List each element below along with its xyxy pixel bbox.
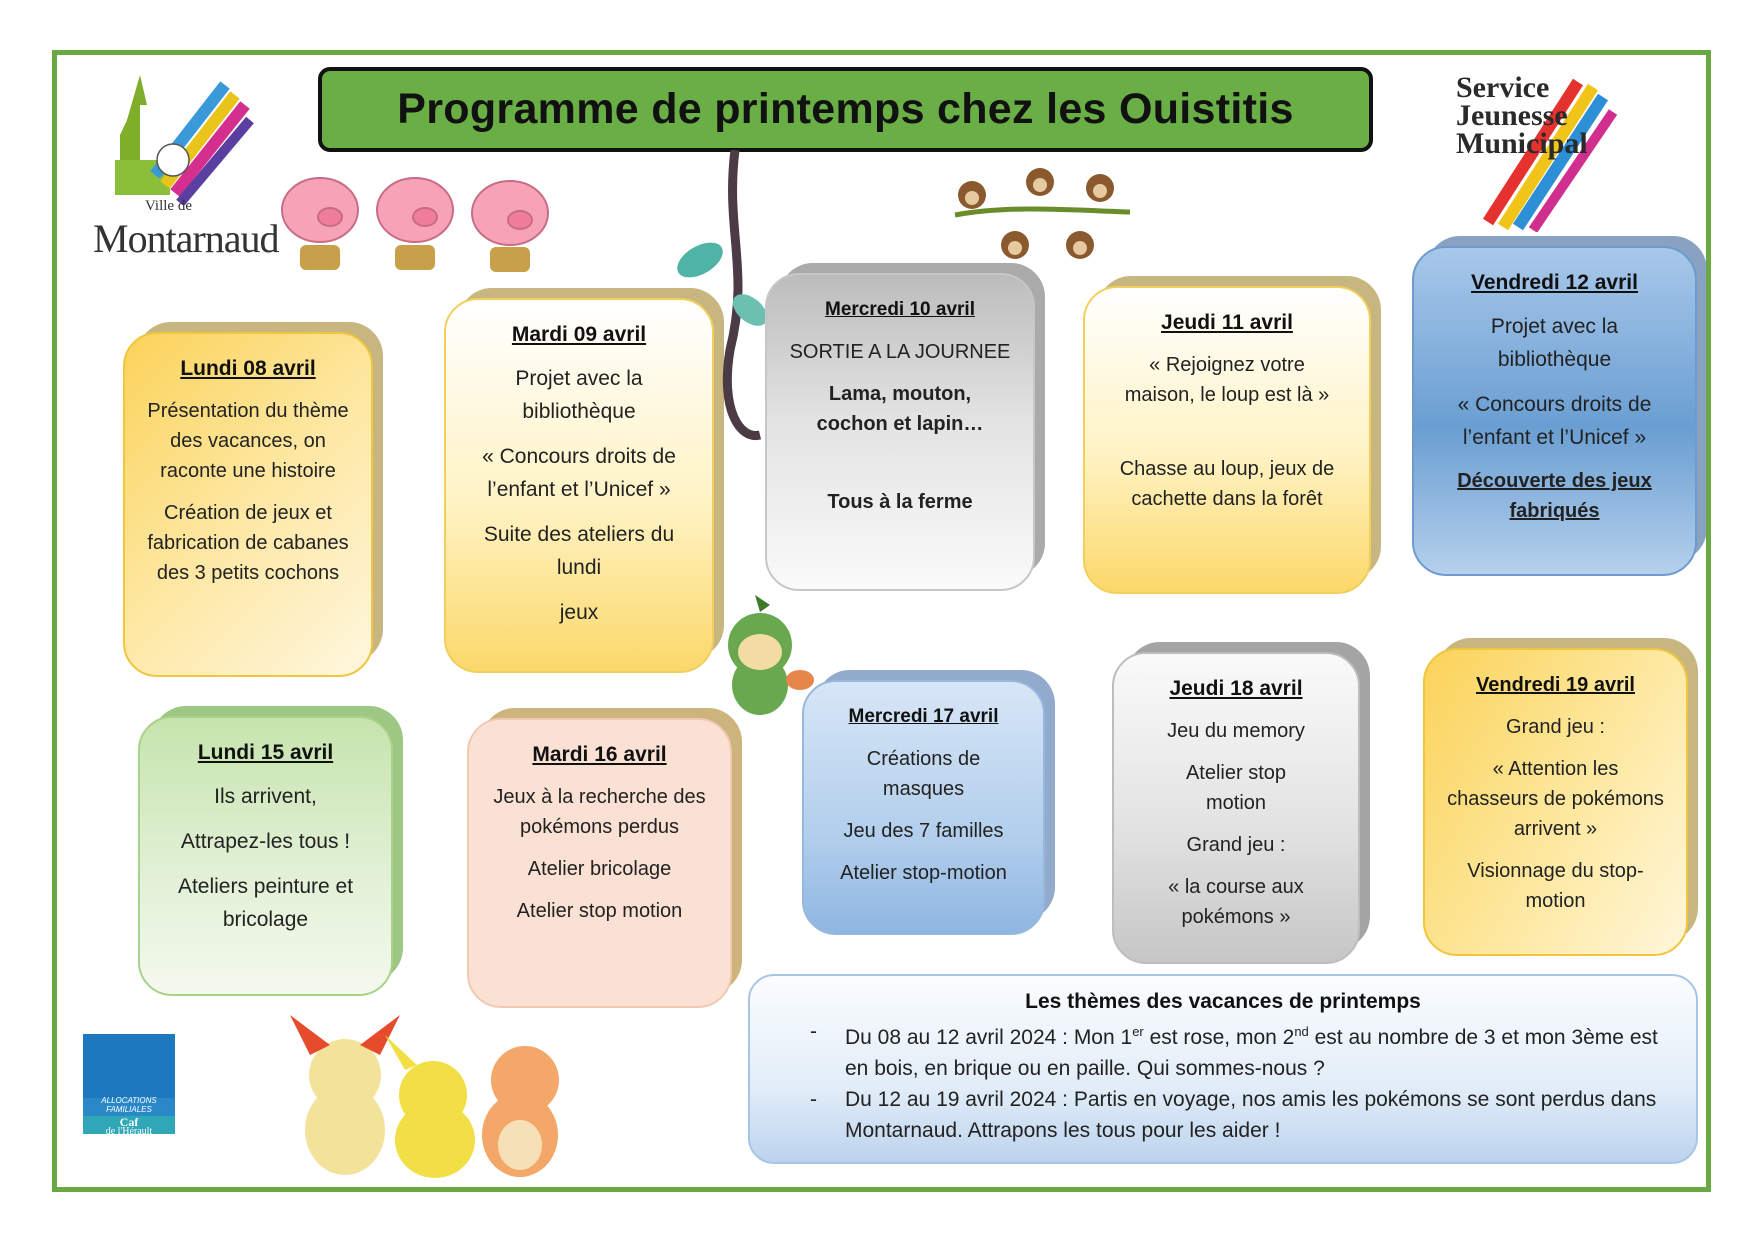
day-line: Ateliers peinture et bricolage	[177, 875, 354, 931]
bullet-dash: -	[810, 1020, 817, 1043]
theme-text-c: est au nombre de 3 et mon 3ème est en bois, en brique ou en paille. Qui sommes-nous ?	[845, 1026, 1658, 1080]
day-card-vendredi-19	[1423, 648, 1688, 956]
grookey-icon	[705, 590, 815, 720]
day-line: Atelier stop motion	[516, 900, 683, 922]
day-title: Vendredi 12 avril	[1471, 271, 1638, 294]
theme-sup1: er	[1132, 1024, 1144, 1039]
day-line: Projet avec la bibliothèque	[1490, 315, 1619, 371]
day-card-jeudi-18	[1112, 652, 1360, 964]
day-card-mercredi-17	[802, 680, 1045, 935]
town-emblem-icon	[85, 65, 260, 205]
caf-label	[87, 1096, 171, 1114]
day-card-lundi-15	[138, 716, 393, 996]
day-line: Création de jeux et fabrication de cabanes des 3 petits cochons	[147, 502, 349, 584]
day-line: Jeu du memory	[1167, 720, 1305, 742]
logo-town-name: Montarnaud	[93, 216, 279, 261]
montarnaud-logo	[85, 65, 279, 265]
day-line: Atelier bricolage	[527, 858, 672, 880]
caf-name-main: Caf	[119, 1115, 139, 1129]
day-card-jeudi-11	[1083, 286, 1371, 594]
logo-subtitle: Ville de	[145, 198, 192, 214]
logo-line-municipal: Municipal	[1456, 127, 1588, 160]
day-line: Jeu des 7 familles	[843, 820, 1004, 842]
day-line: « la course aux pokémons »	[1168, 876, 1304, 928]
day-line: Grand jeu :	[1506, 716, 1605, 738]
day-card-mardi-16	[467, 718, 732, 1008]
day-title: Mercredi 17 avril	[848, 706, 999, 727]
day-title: Jeudi 18 avril	[1169, 677, 1303, 700]
day-title: Vendredi 19 avril	[1476, 674, 1635, 696]
day-line: SORTIE A LA JOURNEE	[789, 341, 1011, 363]
service-jeunesse-logo	[1448, 72, 1618, 232]
day-line: « Concours droits de l’enfant et l’Unicef »	[1457, 393, 1652, 449]
day-line: Atelier stop-motion	[840, 862, 1007, 884]
day-line: Lama, mouton, cochon et lapin…	[816, 383, 984, 435]
day-line: Ils arrivent,	[214, 785, 317, 808]
day-line: Découverte des jeux fabriqués	[1457, 470, 1652, 522]
theme-text: Du 12 au 19 avril 2024 : Partis en voyage, nos amis les pokémons se sont perdus dans Montarnaud. Attrapons les tous pour les aider !	[845, 1088, 1657, 1142]
day-line: Visionnage du stop-motion	[1467, 860, 1644, 912]
day-line: Présentation du thème des vacances, on raconte une histoire	[147, 400, 349, 482]
caf-label-line1: ALLOCATIONS	[101, 1096, 157, 1105]
day-line: Créations de masques	[866, 748, 981, 800]
caf-emblem-icon	[83, 1034, 175, 1098]
caf-logo	[83, 1034, 175, 1137]
day-line: Atelier stop motion	[1185, 762, 1287, 814]
day-card-mercredi-10	[765, 273, 1035, 591]
day-line: Suite des ateliers du lundi	[483, 523, 675, 579]
bullet-dash: -	[810, 1088, 817, 1111]
theme-item-week2	[780, 1084, 1666, 1146]
themes-title: Les thèmes des vacances de printemps	[1025, 990, 1421, 1013]
theme-item-week1	[780, 1016, 1666, 1084]
day-title: Lundi 15 avril	[197, 741, 334, 764]
caf-label-line2: FAMILIALES	[106, 1105, 152, 1114]
theme-text-a: Du 08 au 12 avril 2024 : Mon 1	[845, 1026, 1133, 1049]
three-pigs-icon	[270, 165, 555, 290]
day-title: Mercredi 10 avril	[825, 299, 975, 320]
day-title: Mardi 09 avril	[511, 323, 647, 346]
day-card-lundi-08	[123, 332, 373, 677]
day-line: Grand jeu :	[1186, 834, 1286, 856]
day-line: Tous à la ferme	[827, 491, 973, 513]
caf-region: de l'Hérault	[105, 1126, 153, 1137]
day-title: Jeudi 11 avril	[1161, 311, 1293, 334]
day-line: « Concours droits de l’enfant et l’Unicef »	[482, 445, 676, 501]
caf-name	[83, 1117, 175, 1136]
day-line: Attrapez-les tous !	[180, 830, 351, 853]
day-line: Chasse au loup, jeux de cachette dans la forêt	[1119, 458, 1335, 510]
theme-sup2: nd	[1294, 1024, 1309, 1039]
day-line: « Attention les chasseurs de pokémons arrivent »	[1447, 758, 1664, 840]
monkeys-icon	[950, 160, 1135, 280]
themes-box	[748, 974, 1698, 1164]
logo-line-jeunesse: Jeunesse	[1456, 99, 1568, 132]
day-title: Lundi 08 avril	[180, 357, 316, 380]
title-banner	[318, 67, 1373, 152]
day-line: Projet avec la bibliothèque	[515, 367, 643, 423]
page-title: Programme de printemps chez les Ouistitis	[397, 85, 1294, 133]
day-card-vendredi-12	[1412, 246, 1697, 576]
day-card-mardi-09	[444, 298, 714, 673]
day-title: Mardi 16 avril	[532, 743, 667, 766]
pokemon-group-icon	[285, 1010, 585, 1180]
theme-text-b: est rose, mon 2	[1143, 1026, 1295, 1049]
logo-line-service: Service	[1456, 71, 1550, 104]
day-line: jeux	[559, 601, 599, 624]
day-line: « Rejoignez votre maison, le loup est là »	[1124, 354, 1330, 406]
day-line: Jeux à la recherche des pokémons perdus	[493, 786, 706, 838]
